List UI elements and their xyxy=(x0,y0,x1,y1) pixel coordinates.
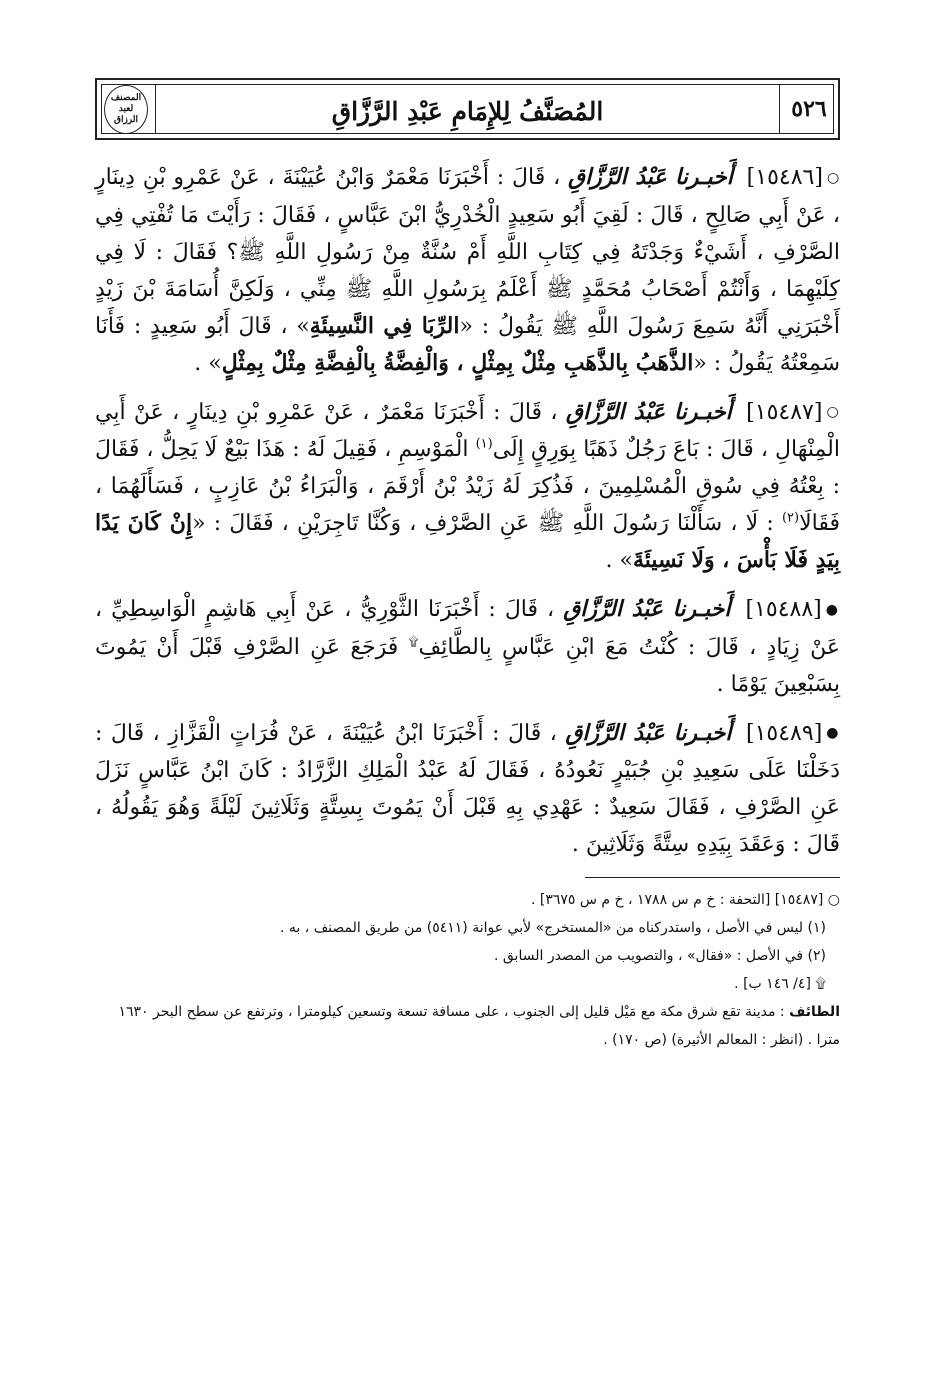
hadith-entry xyxy=(95,591,840,703)
prophetic-saying: الذَّهَبُ بِالذَّهَبِ مِثْلٌ بِمِثْلٍ ، وَالْفِضَّةُ بِالْفِضَّةِ مِثْلٌ بِمِثْلٍ xyxy=(221,349,694,376)
hadith-number: [١٥٤٨٩] xyxy=(746,720,823,746)
isnad-opening: أَخبـرنا عَبْدُ الرَّزَّاقِ xyxy=(563,596,731,622)
prophetic-saying: الرِّبَا فِي النَّسِيئَةِ xyxy=(309,312,460,339)
narration-text: » . xyxy=(605,548,633,573)
narration-text: فَرَجَعَ عَنِ الصَّرْفِ قَبْلَ أَنْ يَمُوتَ بِسَبْعِينَ يَوْمًا . xyxy=(95,634,840,697)
main-text xyxy=(95,159,840,863)
footnote-divider xyxy=(585,877,840,878)
footnote-1: (١) ليس في الأصل ، واستدركناه من «المستخرج» لأبي عوانة (٥٤١١) من طريق المصنف ، به . xyxy=(279,920,826,936)
page-header xyxy=(95,78,840,140)
hadith-number: [١٥٤٨٦] xyxy=(746,165,823,190)
takhrij-note: ○ [١٥٤٨٧] [التحفة : خ م س ١٧٨٨ ، خ م س ٣٦٧٥] . xyxy=(530,892,840,908)
narration-text: ، قَالَ : أَخْبَرَنَا مَعْمَرٌ وَابْنُ عُيَيْنَةَ ، عَنْ عَمْرِو بْنِ دِينَارٍ ، عَنْ أَبِي صَالِحٍ ، قَالَ : لَقِيَ أَبُو سَعِيدٍ الْخُدْرِيُّ ابْنَ عَبَّاسٍ ، فَقَالَ : رَأَيْتَ مَا تُفْتِي فِي الصَّرْفِ ، أَشَيْءٌ وَجَدْتَهُ فِي كِتَابِ اللَّهِ أَمْ سُنَّةٌ مِنْ رَسُولِ اللَّهِ ﷺ؟ فَقَالَ : لَا فِي كِلَيْهِمَا ، وَأَنْتُمْ أَصْحَابُ مُحَمَّدٍ ﷺ أَعْلَمُ بِرَسُولِ اللَّهِ ﷺ مِنِّي ، وَلَكِنَّ أُسَامَةَ بْنَ زَيْدٍ أَخْبَرَنِي أَنَّهُ سَمِعَ رَسُولَ اللَّهِ ﷺ يَقُولُ : « xyxy=(95,165,841,339)
glossary-term: الطائف xyxy=(789,1004,840,1020)
ornament-seal-icon xyxy=(97,84,155,134)
entry-marker: ○ xyxy=(826,169,840,186)
isnad-opening: أَخبـرنا عَبْدُ الرَّزَّاقِ xyxy=(565,398,732,425)
folio-ref-icon: ۩ xyxy=(408,634,419,650)
hadith-number: [١٥٤٨٧] xyxy=(746,399,823,425)
glossary-text: : مدينة تقع شرق مكة مع مَيْل قليل إلى الجنوب ، على مسافة تسعة وتسعين كيلومترا ، وترتفع عن سطح البحر ١٦٣٠ مترا . (انظر : المعالم الأثيرة) (ص ١٧٠) . xyxy=(118,1004,840,1048)
footnote-ref: (٢) xyxy=(781,510,800,526)
book-page xyxy=(95,78,840,1054)
narration-text: » . xyxy=(194,350,222,376)
entry-marker: ● xyxy=(825,601,841,618)
hadith-entry xyxy=(95,394,840,580)
narration-text: : لَا ، سَأَلْنَا رَسُولَ اللَّهِ ﷺ عَنِ الصَّرْفِ ، وَكُنَّا تَاجِرَيْنِ ، فَقَالَ : « xyxy=(192,511,774,536)
footnote-ref: (١) xyxy=(475,436,493,452)
entry-marker: ● xyxy=(826,725,841,741)
hadith-number: [١٥٤٨٨] xyxy=(745,597,822,622)
header-title-frame xyxy=(155,84,780,134)
glossary-note xyxy=(95,998,840,1054)
ornament-text: المصنف لعبد الرزاق xyxy=(104,85,148,134)
prophetic-saying: إِنْ كَانَ يَدًا بِيَدٍ فَلَا بَأْسَ ، وَلَا نَسِيئَةَ xyxy=(95,510,840,573)
narration-text: ، قَالَ : أَخْبَرَنَا ابْنُ عُيَيْنَةَ ، عَنْ فُرَاتٍ الْقَزَّازِ ، قَالَ : دَخَلْنَا عَلَى سَعِيدِ بْنِ جُبَيْرٍ نَعُودُهُ ، فَقَالَ لَهُ عَبْدُ الْمَلِكِ الزَّرَّادُ : كَانَ ابْنُ عَبَّاسٍ نَزَلَ عَنِ الصَّرْفِ ، فَقَالَ سَعِيدٌ : عَهْدِي بِهِ قَبْلَ أَنْ يَمُوتَ بِسِتَّةٍ وَثَلَاثِينَ لَيْلَةً وَهُوَ يَقُولُهُ ، قَالَ : وَعَقَدَ بِيَدِهِ سِتَّةً وَثَلَاثِينَ . xyxy=(95,720,840,857)
hadith-entry xyxy=(95,159,840,382)
page-number: ٥٢٦ xyxy=(791,96,827,122)
entry-marker: ○ xyxy=(826,404,841,420)
folio-note: ۩ [٤/ ١٤٦ ب] . xyxy=(734,976,826,992)
narration-text: ، قَالَ : أَخْبَرَنَا مَعْمَرٌ ، عَنْ عَمْرِو بْنِ دِينَارٍ ، عَنْ أَبِي الْمِنْهَالِ ، قَالَ : بَاعَ رَجُلٌ ذَهَبًا بِوَرِقٍ إِلَى xyxy=(95,399,841,462)
isnad-opening: أَخبـرنا عَبْدُ الرَّزَّاقِ xyxy=(568,164,733,190)
book-title: المُصَنَّفُ لِلإِمَامِ عَبْدِ الرَّزَّاقِ xyxy=(331,97,604,126)
footnotes xyxy=(95,886,840,1054)
hadith-entry xyxy=(95,715,840,864)
footnote-2: (٢) في الأصل : «فقال» ، والتصويب من المصدر السابق . xyxy=(493,948,826,964)
narration-text: » ، قَالَ أَبُو سَعِيدٍ : فَأَنَا سَمِعْتُهُ يَقُولُ : « xyxy=(95,313,840,376)
isnad-opening: أَخبـرنا عَبْدُ الرَّزَّاقِ xyxy=(565,719,732,746)
narration-text: الْمَوْسِمِ ، فَقِيلَ لَهُ : هَذَا بَيْعٌ لَا يَحِلُّ ، فَقَالَ : بِعْتُهُ فِي سُوقِ الْمُسْلِمِينَ ، فَذُكِرَ لَهُ زَيْدُ بْنُ أَرْقَمَ ، وَالْبَرَاءُ بْنُ عَازِبٍ ، فَسَأَلَهُمَا ، فَقَالَا xyxy=(95,437,840,536)
narration-text: ، قَالَ : أَخْبَرَنَا الثَّوْرِيُّ ، عَنْ أَبِي هَاشِمٍ الْوَاسِطِيِّ ، عَنْ زِيَادٍ ، قَالَ : كُنْتُ مَعَ ابْنِ عَبَّاسٍ بِالطَّائِفِ xyxy=(95,597,840,660)
